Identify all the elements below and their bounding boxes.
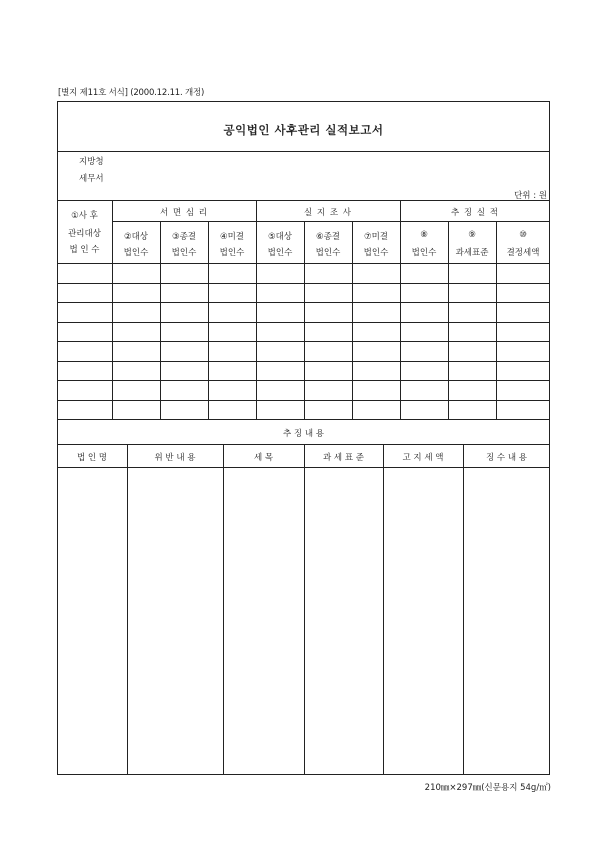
lower-col-rule: [127, 444, 128, 775]
lower-col-rule: [463, 444, 464, 775]
col1-header-line3: 법 인 수: [69, 245, 100, 255]
subheader-line1: ⑧: [420, 230, 428, 240]
group-header-collection-results: 추 징 실 적: [451, 208, 499, 218]
subheader-line2: 결정세액: [506, 248, 540, 258]
subheader-line1: ④미결: [219, 232, 245, 242]
lower-col-rule: [383, 444, 384, 775]
header-collection-details: 징 수 내 용: [486, 453, 527, 463]
title-divider: [57, 151, 550, 152]
subheader-line2: 법인수: [363, 248, 389, 258]
upper-table-bottom-rule: [57, 419, 550, 420]
group-header-field-audit: 실 지 조 사: [304, 208, 352, 218]
tax-office-label: 세무서: [79, 174, 104, 184]
subheader-line1: ⑨: [468, 230, 476, 240]
header-tax-base: 과 세 표 준: [323, 453, 364, 463]
lower-col-rule: [304, 444, 305, 775]
collection-details-section-title: 추 징 내 용: [283, 429, 324, 439]
subheader-line2: 법인수: [219, 248, 245, 258]
group-header-document-review: 서 면 심 리: [160, 208, 208, 218]
group-header-rule: [112, 221, 550, 222]
unit-label: 단위 : 원: [514, 191, 547, 201]
subheader-line1: ⑦미결: [363, 232, 389, 242]
subheader-line2: 법인수: [411, 248, 437, 258]
subheader-line1: ②대상: [123, 232, 149, 242]
subheader-line1: ⑥종결: [315, 232, 341, 242]
header-tax-item: 세 목: [253, 453, 274, 463]
col1-header-line2: 관리대상: [68, 229, 101, 239]
regional-office-label: 지방청: [79, 157, 104, 167]
subheader-line1: ⑤대상: [267, 232, 293, 242]
subheader-line2: 법인수: [123, 248, 149, 258]
header-corporation-name: 법 인 명: [76, 453, 108, 463]
subheader-line2: 법인수: [171, 248, 197, 258]
paper-spec-footer: 210㎜×297㎜(신문용지 54g/㎡): [424, 783, 551, 793]
form-title: 공익법인 사후관리 실적보고서: [223, 123, 384, 137]
subheader-line1: ③종결: [171, 232, 197, 242]
subheader-line2: 법인수: [315, 248, 341, 258]
header-violation-details: 위 반 내 용: [154, 453, 196, 463]
subheader-line1: ⑩: [519, 230, 527, 240]
header-notified-tax: 고 지 세 액: [402, 453, 444, 463]
subheader-line2: 과세표준: [455, 248, 489, 258]
lower-col-rule: [223, 444, 224, 775]
col1-header-line1: ①사 후: [71, 211, 98, 221]
subheader-line2: 법인수: [267, 248, 293, 258]
form-code: [별지 제11호 서식] (2000.12.11. 개정): [58, 88, 205, 98]
upper-table-top-rule: [57, 200, 550, 201]
